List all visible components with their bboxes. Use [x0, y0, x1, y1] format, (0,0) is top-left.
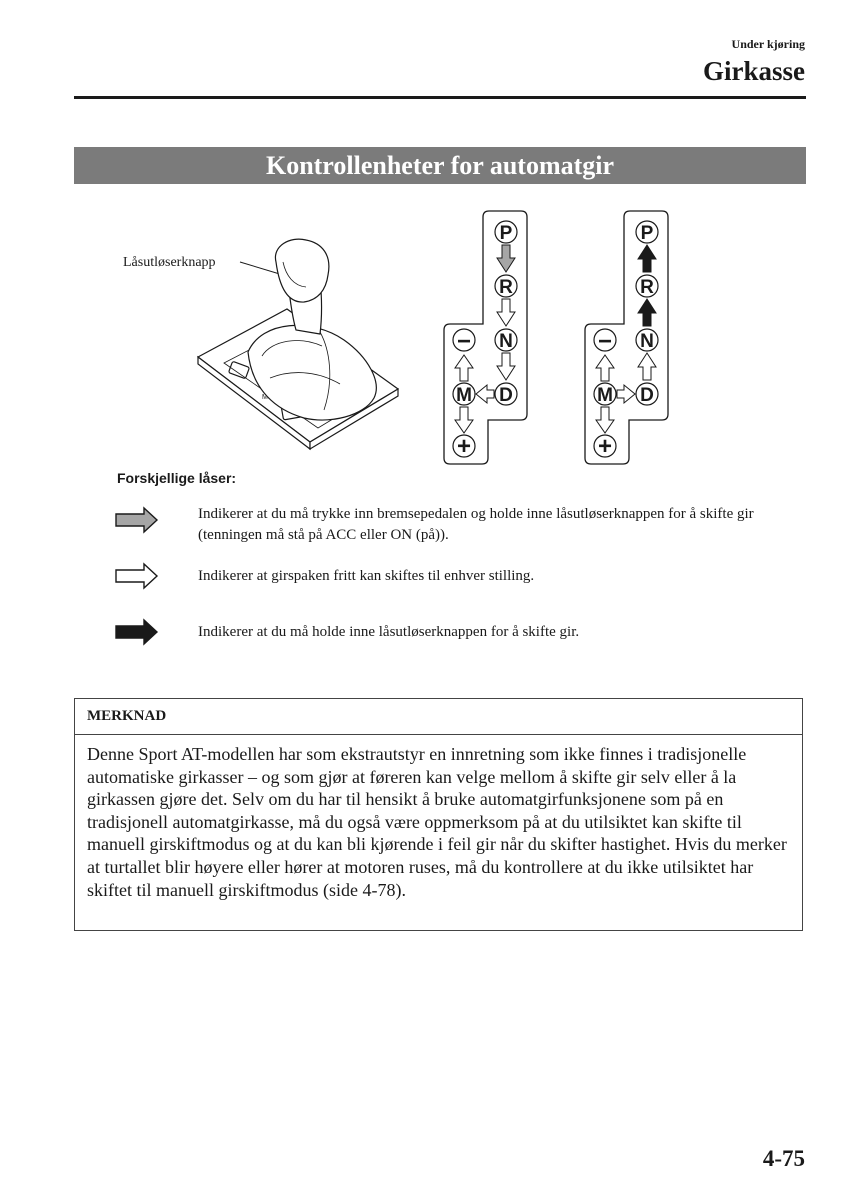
console-letter-m: M [262, 394, 268, 401]
lock-description-grey: Indikerer at du må trykke inn bremsepedalen og holde inne låsutløserknappen for å skifte gir (tenningen må stå på ACC eller ON (på)). [198, 506, 754, 543]
gear-plus-label: + [456, 433, 472, 460]
shift-lever-illustration [198, 239, 398, 449]
locks-heading: Forskjellige låser: [117, 470, 237, 486]
lock-description-black: Indikerer at du må holde inne låsutløserknappen for å skifte gir. [198, 624, 580, 640]
black-arrow-icon [114, 617, 160, 647]
gear-plus-label: + [597, 433, 613, 460]
gate-diagram-left [444, 211, 527, 464]
callout-label: Låsutløserknapp [123, 255, 216, 270]
gear-n-label: N [640, 331, 654, 352]
gate-diagram-right [585, 211, 668, 464]
shift-lever-figure [0, 200, 845, 470]
header-rule [74, 96, 806, 99]
gear-minus-label: − [597, 328, 613, 355]
page-number: 4-75 [762, 1146, 805, 1171]
gear-r-label: R [499, 277, 513, 298]
gear-d-label: D [640, 385, 654, 406]
outline-arrow-icon [114, 561, 160, 591]
page-title: Kontrollenheter for automatgir [74, 147, 806, 184]
gear-n-label: N [499, 331, 513, 352]
gear-minus-label: − [456, 328, 472, 355]
note-heading: MERKNAD [75, 699, 802, 735]
chapter-title: Girkasse [702, 56, 805, 86]
gear-p-label: P [499, 223, 513, 244]
lock-description-outline: Indikerer at girspaken fritt kan skiftes til enhver stilling. [198, 568, 535, 584]
gear-d-label: D [499, 385, 513, 406]
gear-r-label: R [640, 277, 654, 298]
section-label: Under kjøring [731, 37, 805, 51]
gear-m-label: M [597, 385, 613, 406]
note-body: Denne Sport AT-modellen har som ekstrautstyr en innretning som ikke finnes i tradisjonelle automatiske girkasser – og som gjør at føreren kan velge mellom å skifte gir selv eller å la girkassen gjøre det. Selv om du har til hensikt å bruke automatgirfunksjonene som på en tradisjonell automatgirkasse, må du også være oppmerksom på at du utilsiktet kan skifte til manuell girskiftmodus og at du kan bli kjørende i feil gir når du skifter hastighet. Hvis du merker at turtallet blir høyere eller hører at motoren ruses, må du kontrollere at du ikke utilsiktet har skiftet til manuell girskiftmodus (side 4-78). [87, 744, 787, 900]
gear-p-label: P [640, 223, 654, 244]
gear-m-label: M [456, 385, 472, 406]
grey-arrow-icon [114, 505, 160, 535]
note-box [74, 698, 803, 931]
